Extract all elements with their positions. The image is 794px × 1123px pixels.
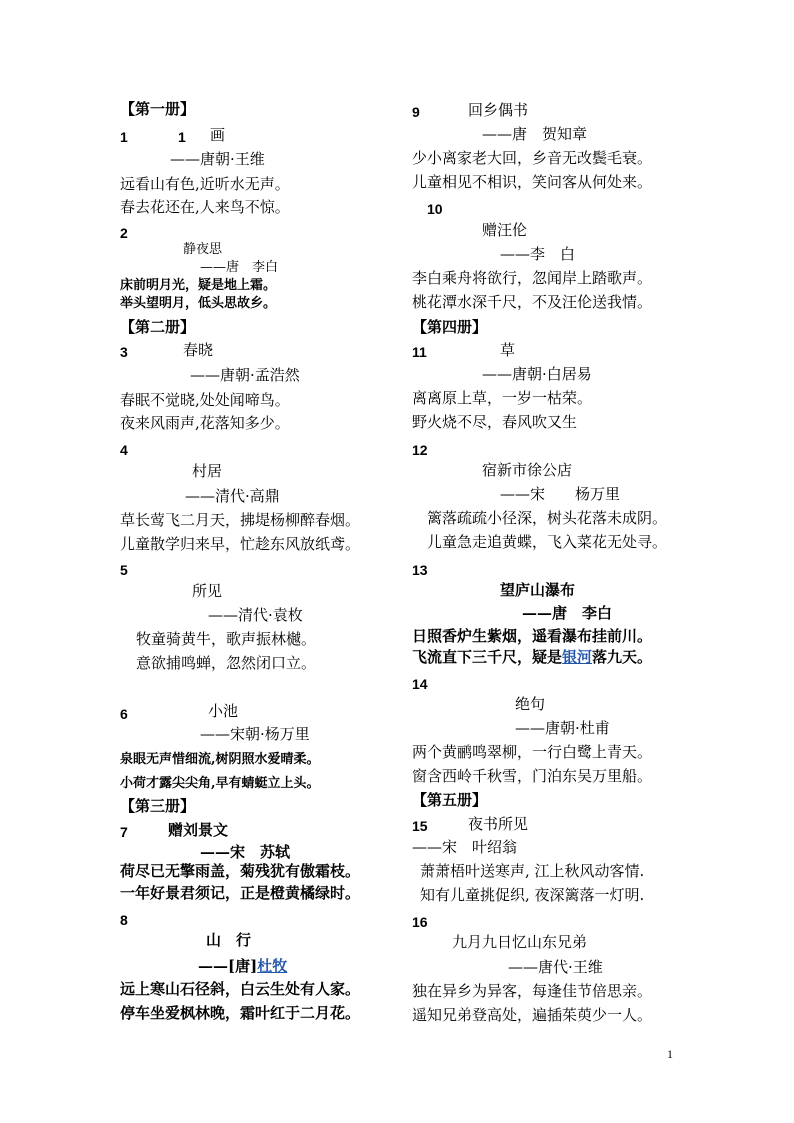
poem-11-author: ——唐朝·白居易: [482, 365, 592, 383]
poem-4-line-1: 草长莺飞二月天，拂堤杨柳醉春烟。: [120, 511, 361, 529]
poem-1-author: ——唐朝·王维: [170, 150, 265, 168]
poem-9-line-2: 儿童相见不相识，笑问客从何处来。: [412, 173, 653, 191]
poem-16-line-2: 遥知兄弟登高处，遍插茱萸少一人。: [412, 1006, 653, 1024]
book-5-heading: 【第五册】: [412, 791, 488, 809]
poem-15-author: ——宋 叶绍翁: [412, 838, 518, 856]
poem-15-title: 夜书所见: [468, 815, 529, 833]
poem-9-author: ——唐 贺知章: [482, 125, 588, 143]
book-4-heading: 【第四册】: [412, 318, 488, 336]
poem-8-line-1: 远上寒山石径斜，白云生处有人家。: [120, 980, 361, 998]
book-1-heading: 【第一册】: [120, 100, 196, 118]
poem-16-author: ——唐代·王维: [508, 958, 603, 976]
poem-1-line-2: 春去花还在,人来鸟不惊。: [120, 198, 290, 216]
poem-11-number: 11: [412, 344, 427, 360]
poem-10-line-2: 桃花潭水深千尺，不及汪伦送我情。: [412, 293, 653, 311]
book-3-heading: 【第三册】: [120, 797, 196, 815]
poem-3-line-1: 春眠不觉晓,处处闻啼鸟。: [120, 391, 290, 409]
poem-2-line-1: 床前明月光，疑是地上霜。: [120, 278, 277, 293]
poem-9-number: 9: [412, 104, 420, 120]
poem-16-line-1: 独在异乡为异客，每逢佳节倍思亲。: [412, 982, 653, 1000]
poem-2-author: ——唐 李白: [200, 260, 279, 275]
poem-12-line-2: 儿童急走追黄蝶，飞入菜花无处寻。: [427, 533, 668, 551]
author-link-du-mu[interactable]: 杜牧: [257, 957, 288, 975]
poem-14-line-2: 窗含西岭千秋雪，门泊东吴万里船。: [412, 767, 653, 785]
poem-13-line-2-post: 落九天。: [592, 648, 653, 666]
poem-7-number: 7: [120, 824, 128, 840]
poem-1-line-1: 远看山有色,近听水无声。: [120, 175, 290, 193]
poem-9-title: 回乡偶书: [468, 101, 529, 119]
poem-13-line-1: 日照香炉生紫烟，遥看瀑布挂前川。: [412, 627, 653, 645]
poem-16-number: 16: [412, 914, 428, 930]
poem-2-line-2: 举头望明月，低头思故乡。: [120, 296, 277, 311]
poem-5-title: 所见: [192, 582, 223, 600]
poem-11-line-1: 离离原上草，一岁一枯荣。: [412, 389, 593, 407]
poem-8-author-prefix: ——[唐]: [198, 957, 258, 975]
poem-4-title: 村居: [192, 462, 223, 480]
poem-6-title: 小池: [208, 702, 239, 720]
poem-7-line-1: 荷尽已无擎雨盖，菊残犹有傲霜枝。: [120, 862, 361, 880]
poem-6-number: 6: [120, 706, 128, 722]
poem-13-title: 望庐山瀑布: [500, 581, 576, 599]
poem-14-title: 绝句: [515, 695, 546, 713]
poem-3-number: 3: [120, 344, 128, 360]
poem-10-title: 赠汪伦: [482, 221, 528, 239]
poem-13-line-2-pre: 飞流直下三千尺，疑是: [412, 648, 563, 666]
poem-13-number: 13: [412, 562, 428, 578]
poem-11-line-2: 野火烧不尽，春风吹又生: [412, 413, 578, 431]
poem-10-line-1: 李白乘舟将欲行，忽闻岸上踏歌声。: [412, 269, 653, 287]
poem-4-line-2: 儿童散学归来早，忙趁东风放纸鸢。: [120, 535, 361, 553]
poem-5-line-1: 牧童骑黄牛，歌声振林樾。: [136, 630, 317, 648]
poem-5-author: ——清代·袁枚: [208, 606, 303, 624]
poem-8-line-2: 停车坐爱枫林晚，霜叶红于二月花。: [120, 1004, 361, 1022]
poem-3-line-2: 夜来风雨声,花落知多少。: [120, 414, 290, 432]
poem-2-title: 静夜思: [183, 242, 223, 257]
poem-16-title: 九月九日忆山东兄弟: [452, 933, 588, 951]
book-2-heading: 【第二册】: [120, 318, 196, 336]
poem-6-line-1: 泉眼无声惜细流,树阴照水爱晴柔。: [120, 752, 320, 767]
poem-12-author: ——宋 杨万里: [500, 485, 621, 503]
poem-5-line-2: 意欲捕鸣蝉，忽然闭口立。: [136, 654, 317, 672]
poem-7-title: 赠刘景文: [168, 821, 229, 839]
poem-15-number: 15: [412, 818, 428, 834]
poem-2-number: 2: [120, 225, 128, 241]
poem-12-line-1: 篱落疏疏小径深，树头花落未成阴。: [427, 509, 668, 527]
poem-3-author: ——唐朝·孟浩然: [190, 366, 300, 384]
poem-1-title: 画: [210, 126, 226, 144]
poem-14-number: 14: [412, 676, 428, 692]
poem-1-number: 1: [120, 129, 128, 145]
poem-13-author: ——唐 李白: [522, 604, 613, 622]
poem-12-title: 宿新市徐公店: [482, 461, 573, 479]
poem-8-title: 山 行: [206, 931, 252, 949]
poem-4-author: ——清代·高鼎: [185, 487, 280, 505]
poem-6-author: ——宋朝·杨万里: [200, 725, 310, 743]
poem-14-author: ——唐朝·杜甫: [515, 719, 610, 737]
poem-10-number: 10: [427, 201, 443, 217]
poem-7-line-2: 一年好景君须记，正是橙黄橘绿时。: [120, 884, 361, 902]
poem-9-line-1: 少小离家老大回，乡音无改鬓毛衰。: [412, 149, 653, 167]
poem-8-number: 8: [120, 912, 128, 928]
poem-11-title: 草: [500, 341, 516, 359]
poem-8-author: [198, 957, 287, 975]
poem-12-number: 12: [412, 442, 428, 458]
link-yin-he[interactable]: 银河: [562, 648, 593, 666]
poem-10-author: ——李 白: [500, 245, 576, 263]
poem-3-title: 春晓: [183, 341, 214, 359]
poem-15-line-2: 知有儿童挑促织, 夜深篱落一灯明.: [420, 886, 645, 904]
poem-13-line-2: [412, 648, 652, 666]
poem-14-line-1: 两个黄鹂鸣翠柳，一行白鹭上青天。: [412, 743, 653, 761]
poem-4-number: 4: [120, 442, 128, 458]
poem-1-subnumber: 1: [178, 129, 186, 145]
poem-7-author: ——宋 苏轼: [200, 843, 291, 861]
poem-5-number: 5: [120, 562, 128, 578]
page-number: 1: [667, 1047, 673, 1061]
poem-6-line-2: 小荷才露尖尖角,早有蜻蜓立上头。: [120, 776, 320, 791]
poem-15-line-1: 萧萧梧叶送寒声, 江上秋风动客情.: [420, 862, 645, 880]
